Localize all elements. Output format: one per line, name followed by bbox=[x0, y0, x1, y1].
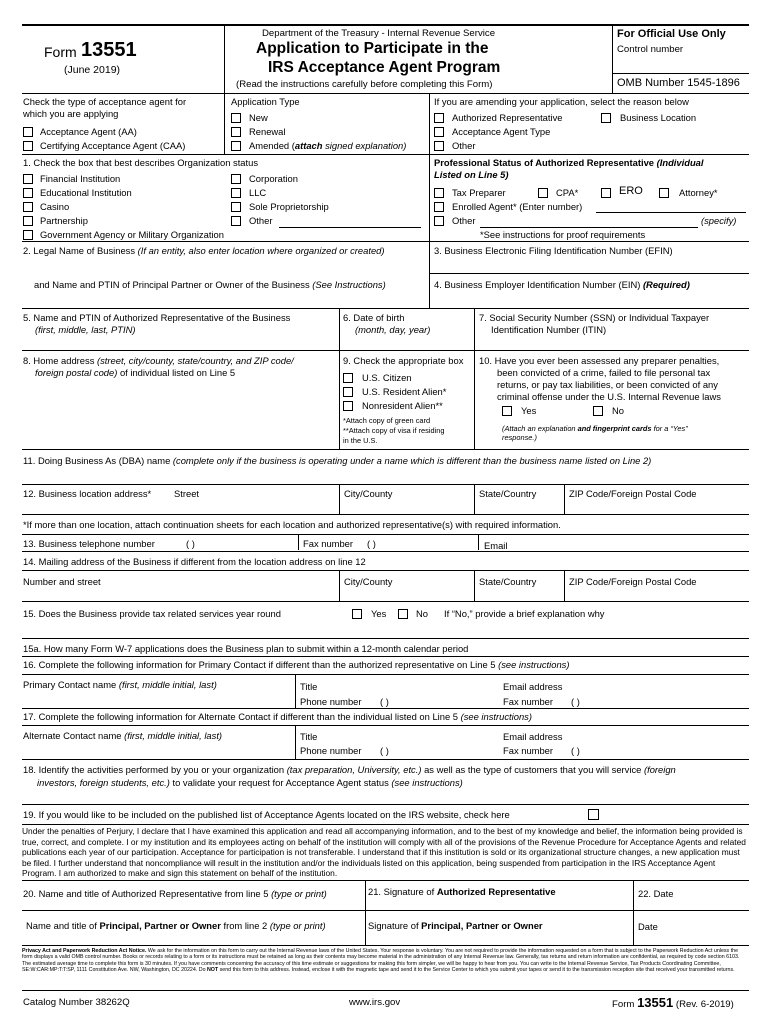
year-round-yes-checkbox[interactable] bbox=[352, 609, 362, 619]
principal-date-label: Date bbox=[638, 921, 658, 932]
footer-form-id: Form 13551 (Rev. 6-2019) bbox=[612, 995, 734, 1010]
acceptance-agent-checkbox[interactable] bbox=[23, 127, 33, 137]
financial-institution-label: Financial Institution bbox=[40, 173, 121, 184]
authorized-rep-checkbox[interactable] bbox=[434, 113, 444, 123]
proof-requirements-note: *See instructions for proof requirements bbox=[480, 229, 646, 240]
year-round-no-label: No bbox=[416, 608, 428, 619]
llc-checkbox[interactable] bbox=[231, 188, 241, 198]
alternate-fax-label: Fax number bbox=[503, 745, 554, 756]
new-checkbox[interactable] bbox=[231, 113, 241, 123]
casino-checkbox[interactable] bbox=[23, 202, 33, 212]
partnership-checkbox[interactable] bbox=[23, 216, 33, 226]
org-other-label: Other bbox=[249, 215, 273, 226]
nonresident-alien-checkbox[interactable] bbox=[343, 401, 353, 411]
line7-label: 7. Social Security Number (SSN) or Individual Taxpayer bbox=[479, 312, 710, 323]
line22-label: 22. Date bbox=[638, 888, 674, 899]
enrolled-agent-label: Enrolled Agent* (Enter number) bbox=[452, 201, 583, 212]
line9-label: 9. Check the appropriate box bbox=[343, 355, 464, 366]
mailing-city-label: City/County bbox=[344, 576, 393, 587]
government-label: Government Agency or Military Organization bbox=[40, 229, 224, 240]
form-label: Form bbox=[44, 44, 77, 60]
line18-label: 18. Identify the activities performed by you or your organization (tax preparation, University, etc.) as well as the type of customers that you will service (foreign bbox=[23, 764, 676, 775]
line20-label: 20. Name and title of Authorized Representative from line 5 (type or print) bbox=[23, 888, 327, 899]
line5-label: 5. Name and PTIN of Authorized Representative of the Business bbox=[23, 312, 291, 323]
line12-label: 12. Business location address* bbox=[23, 488, 152, 499]
alternate-fax-input[interactable]: ( ) bbox=[571, 745, 580, 756]
line12-street-label: Street bbox=[174, 488, 200, 499]
us-resident-alien-label: U.S. Resident Alien* bbox=[362, 386, 447, 397]
line21-label: 21. Signature of Authorized Representative bbox=[368, 886, 556, 897]
cpa-checkbox[interactable] bbox=[538, 188, 548, 198]
line6-label-2: (month, day, year) bbox=[355, 324, 431, 335]
penalties-no-checkbox[interactable] bbox=[593, 406, 603, 416]
primary-phone-input[interactable]: ( ) bbox=[380, 696, 389, 707]
omb-number: OMB Number 1545-1896 bbox=[617, 77, 740, 89]
amend-other-label: Other bbox=[452, 140, 476, 151]
line10-label-2: been convicted of a crime, failed to file personal tax bbox=[497, 367, 711, 378]
agent-type-label-2: which you are applying bbox=[23, 108, 119, 119]
ero-label: ERO bbox=[619, 185, 643, 197]
alternate-phone-label: Phone number bbox=[300, 745, 362, 756]
alternate-phone-input[interactable]: ( ) bbox=[380, 745, 389, 756]
prof-status-heading: Professional Status of Authorized Representative (Individual bbox=[434, 157, 704, 168]
irs-website: www.irs.gov bbox=[349, 997, 401, 1008]
business-location-checkbox[interactable] bbox=[601, 113, 611, 123]
us-citizen-label: U.S. Citizen bbox=[362, 372, 412, 383]
line12-city-label: City/County bbox=[344, 488, 393, 499]
renewal-checkbox[interactable] bbox=[231, 127, 241, 137]
casino-label: Casino bbox=[40, 201, 70, 212]
primary-contact-label: Primary Contact name (first, middle initial, last) bbox=[23, 679, 217, 690]
financial-institution-checkbox[interactable] bbox=[23, 174, 33, 184]
llc-label: LLC bbox=[249, 187, 267, 198]
amended-checkbox[interactable] bbox=[231, 141, 241, 151]
mailing-street-label: Number and street bbox=[23, 576, 101, 587]
catalog-number: Catalog Number 38262Q bbox=[23, 997, 130, 1008]
penalties-yes-label: Yes bbox=[521, 405, 537, 416]
line8-label: 8. Home address (street, city/county, state/country, and ZIP code/ bbox=[23, 355, 294, 366]
line12-state-label: State/Country bbox=[479, 488, 537, 499]
attorney-label: Attorney* bbox=[679, 187, 718, 198]
multiple-locations-note: *If more than one location, attach continuation sheets for each location and authorized representative(s) with required information. bbox=[23, 519, 561, 530]
line17-label: 17. Complete the following information for Alternate Contact if different than the individual listed on Line 5 (see instructions) bbox=[23, 711, 532, 722]
mailing-zip-label: ZIP Code/Foreign Postal Code bbox=[569, 576, 697, 587]
year-round-no-checkbox[interactable] bbox=[398, 609, 408, 619]
line18-label-2: investors, foreign students, etc.) to validate your request for Acceptance Agent status (see instructions) bbox=[37, 777, 463, 788]
line4-label: 4. Business Employer Identification Number (EIN) (Required) bbox=[434, 279, 690, 290]
line8-label-2: foreign postal code) of individual listed on Line 5 bbox=[35, 367, 236, 378]
amended-label: Amended (attach signed explanation) bbox=[249, 140, 407, 151]
year-round-yes-label: Yes bbox=[371, 608, 387, 619]
line1-label: 1. Check the box that best describes Organization status bbox=[23, 157, 259, 168]
year-round-explain-label: If “No,” provide a brief explanation why bbox=[444, 608, 605, 619]
prof-status-heading-2: Listed on Line 5) bbox=[434, 169, 509, 180]
amending-label: If you are amending your application, select the reason below bbox=[434, 96, 689, 107]
alternate-title-label: Title bbox=[300, 731, 318, 742]
enrolled-agent-input[interactable] bbox=[596, 212, 746, 213]
line10-label-4: criminal offense under the U.S. Internal Revenue laws bbox=[497, 391, 721, 402]
fingerprint-note-2: response.) bbox=[502, 433, 537, 442]
line13-label: 13. Business telephone number bbox=[23, 538, 155, 549]
agent-type-label-1: Check the type of acceptance agent for bbox=[23, 96, 187, 107]
business-phone-input[interactable]: ( ) bbox=[186, 538, 195, 549]
fax-label: Fax number bbox=[303, 538, 354, 549]
corporation-label: Corporation bbox=[249, 173, 298, 184]
form-title-line1: Application to Participate in the bbox=[256, 40, 489, 57]
agent-type-change-label: Acceptance Agent Type bbox=[452, 126, 551, 137]
agent-type-change-checkbox[interactable] bbox=[434, 127, 444, 137]
cpa-label: CPA* bbox=[556, 187, 579, 198]
principal-name-label: Name and title of Principal, Partner or Owner from line 2 (type or print) bbox=[26, 920, 326, 931]
new-label: New bbox=[249, 112, 268, 123]
penalties-yes-checkbox[interactable] bbox=[502, 406, 512, 416]
line14-label: 14. Mailing address of the Business if different from the location address on line 12 bbox=[23, 556, 366, 567]
line11-label: 11. Doing Business As (DBA) name (complete only if the business is operating under a name which is different than the business name listed on Line 2) bbox=[23, 455, 652, 466]
privacy-notice: Privacy Act and Paperwork Reduction Act Notice. We ask for the information on this form to carry out the Internal Revenue laws of the United States. Your response is voluntary. You are not required to provide the information requested on a form that is subject to the Paperwork Reduction Act unless the form displays a valid OMB control number. Books or records relating to a form or its instructions must be retained as long as their contents may become material in the administration of any Internal Revenue law. Generally, tax returns and return information are confidential, as required by code section 6103. The estimated average time to complete this form is 30 minutes. If you have comments concerning the accuracy of this time estimate or suggestions for making this form simpler, we will be happy to hear from you. You can write to the Internal Revenue Service, Tax Products Coordinating Committee, SE:W:CAR:MP:T:T:SP, 1111 Constitution Ave. NW, Washington, DC 20224. Do NOT send this form to this address. Instead, enclose it with the magnetic tape and send it to the Service Center to which you submit your tapes or send it to the transmission reception site that received your transmitted returns. bbox=[22, 948, 740, 974]
org-other-input[interactable] bbox=[279, 227, 421, 228]
official-use-label: For Official Use Only bbox=[617, 28, 726, 40]
prof-other-checkbox[interactable] bbox=[434, 216, 444, 226]
line2-principal-label: and Name and PTIN of Principal Partner or Owner of the Business (See Instructions) bbox=[34, 279, 386, 290]
line5-label-2: (first, middle, last, PTIN) bbox=[35, 324, 136, 335]
amend-other-checkbox[interactable] bbox=[434, 141, 444, 151]
control-number-label: Control number bbox=[617, 44, 684, 55]
org-other-checkbox[interactable] bbox=[231, 216, 241, 226]
line2-label: 2. Legal Name of Business (If an entity, also enter location where organized or created) bbox=[23, 245, 385, 256]
form-title-line2: IRS Acceptance Agent Program bbox=[268, 59, 501, 76]
alternate-email-label: Email address bbox=[503, 731, 563, 742]
department: Department of the Treasury - Internal Revenue Service bbox=[262, 28, 496, 39]
form-number: 13551 bbox=[81, 39, 137, 61]
mailing-state-label: State/Country bbox=[479, 576, 537, 587]
form-date: (June 2019) bbox=[64, 64, 121, 76]
line15-label: 15. Does the Business provide tax related services year round bbox=[23, 608, 281, 619]
nonresident-alien-label: Nonresident Alien** bbox=[362, 400, 443, 411]
primary-fax-label: Fax number bbox=[503, 696, 554, 707]
fingerprint-note: (Attach an explanation and fingerprint cards for a “Yes” bbox=[502, 424, 688, 433]
tax-preparer-checkbox[interactable] bbox=[434, 188, 444, 198]
primary-title-label: Title bbox=[300, 681, 318, 692]
primary-phone-label: Phone number bbox=[300, 696, 362, 707]
certifying-agent-label: Certifying Acceptance Agent (CAA) bbox=[40, 140, 186, 151]
alternate-contact-label: Alternate Contact name (first, middle initial, last) bbox=[23, 730, 223, 741]
us-citizen-checkbox[interactable] bbox=[343, 373, 353, 383]
government-checkbox[interactable] bbox=[23, 230, 33, 240]
us-resident-alien-checkbox[interactable] bbox=[343, 387, 353, 397]
certifying-agent-checkbox[interactable] bbox=[23, 141, 33, 151]
ero-checkbox[interactable] bbox=[601, 188, 611, 198]
business-fax-input[interactable]: ( ) bbox=[367, 538, 376, 549]
tax-preparer-label: Tax Preparer bbox=[452, 187, 506, 198]
line10-label-1: 10. Have you ever been assessed any preparer penalties, bbox=[479, 355, 720, 366]
corporation-checkbox[interactable] bbox=[231, 174, 241, 184]
line12-zip-label: ZIP Code/Foreign Postal Code bbox=[569, 488, 697, 499]
partnership-label: Partnership bbox=[40, 215, 88, 226]
perjury-statement: Under the penalties of Perjury, I declare that I have examined this application and read all accompanying information, and to the best of my knowledge and belief, the information being provided is true, correct, and complete. I or my institution and its employees acting on behalf of the institution will comply with all of the provisions of the Revenue Procedure for Acceptance Agents and related publications each year of our participation. Acceptance for participation is not transferable. I understand that if this institution is sold or its organizational structure changes, a new application must be filed. I further understand that noncompliance will result in the institution and/or the individuals listed on this application, being suspended from participation in the IRS Acceptance Agent Program. I am authorized to make and sign this statement on behalf of the institution. bbox=[22, 826, 746, 878]
application-type-label: Application Type bbox=[231, 96, 300, 107]
line15a-label: 15a. How many Form W-7 applications does the Business plan to submit within a 12-month calendar period bbox=[23, 643, 469, 654]
authorized-rep-label: Authorized Representative bbox=[452, 112, 563, 123]
attorney-checkbox[interactable] bbox=[659, 188, 669, 198]
sole-proprietorship-checkbox[interactable] bbox=[231, 202, 241, 212]
green-card-note: *Attach copy of green card bbox=[343, 416, 431, 425]
penalties-no-label: No bbox=[612, 405, 624, 416]
business-location-label: Business Location bbox=[620, 112, 697, 123]
primary-email-label: Email address bbox=[503, 681, 563, 692]
enrolled-agent-checkbox[interactable] bbox=[434, 202, 444, 212]
acceptance-agent-label: Acceptance Agent (AA) bbox=[40, 126, 137, 137]
educational-institution-checkbox[interactable] bbox=[23, 188, 33, 198]
principal-signature-label: Signature of Principal, Partner or Owner bbox=[368, 920, 543, 931]
line16-label: 16. Complete the following information for Primary Contact if different than the authorized representative on Line 5 (see instructions) bbox=[23, 659, 570, 670]
line7-label-2: Identification Number (ITIN) bbox=[491, 324, 607, 335]
line3-label: 3. Business Electronic Filing Identification Number (EFIN) bbox=[434, 245, 673, 256]
primary-fax-input[interactable]: ( ) bbox=[571, 696, 580, 707]
sole-proprietorship-label: Sole Proprietorship bbox=[249, 201, 329, 212]
business-email-label: Email bbox=[484, 540, 508, 551]
renewal-label: Renewal bbox=[249, 126, 286, 137]
prof-other-input[interactable] bbox=[480, 227, 698, 228]
line6-label: 6. Date of birth bbox=[343, 312, 405, 323]
visa-note-2: in the U.S. bbox=[343, 436, 378, 445]
prof-other-label: Other bbox=[452, 215, 476, 226]
line19-label: 19. If you would like to be included on the published list of Acceptance Agents located on the IRS website, check here bbox=[23, 809, 510, 820]
line10-label-3: returns, or pay tax liabilities, or been convicted of any bbox=[497, 379, 718, 390]
specify-label: (specify) bbox=[701, 215, 737, 226]
publish-listing-checkbox[interactable] bbox=[588, 809, 599, 820]
educational-institution-label: Educational Institution bbox=[40, 187, 132, 198]
visa-note: **Attach copy of visa if residing bbox=[343, 426, 445, 435]
read-instructions: (Read the instructions carefully before completing this Form) bbox=[236, 79, 493, 90]
